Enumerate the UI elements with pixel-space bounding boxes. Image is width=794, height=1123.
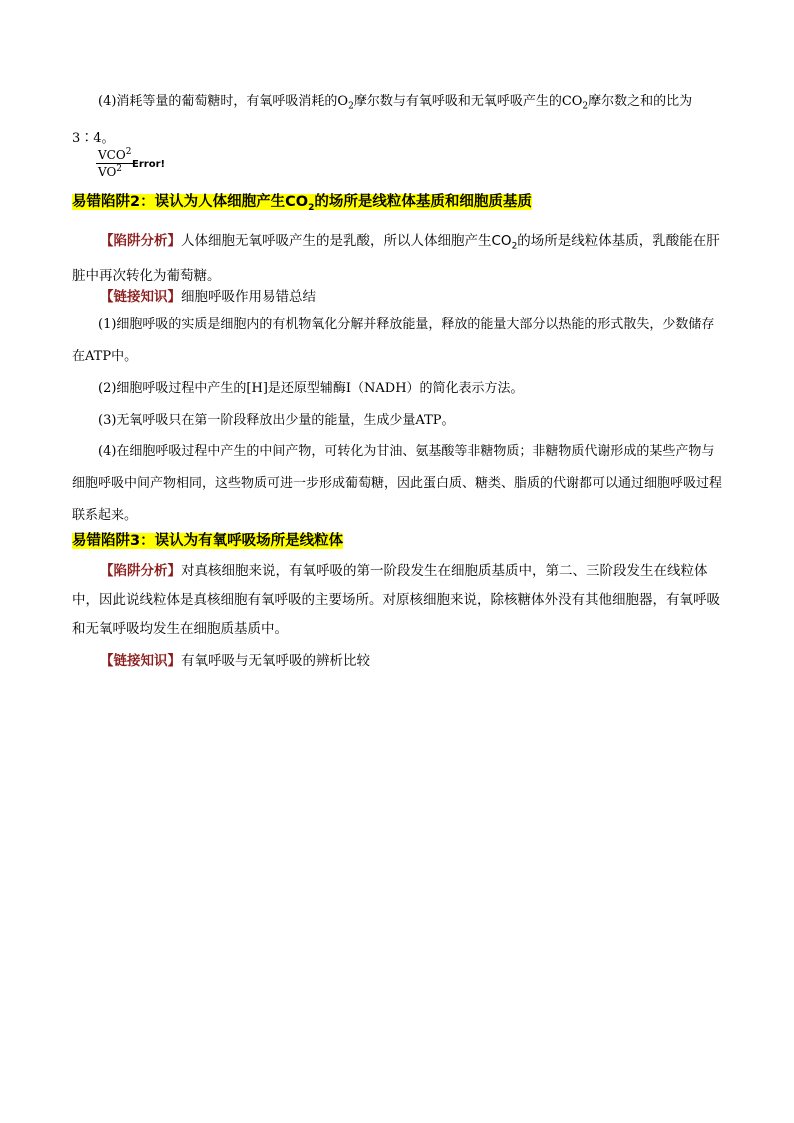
trap3-heading: 易错陷阱3：误认为有氧呼吸场所是线粒体 [72,533,344,549]
formula-denominator: $VO^2$ [98,164,123,179]
link-text: 有氧呼吸与无氧呼吸的辨析比较 [181,653,370,669]
trap3-analysis: 【陷阱分析】对真核细胞来说，有氧呼吸的第一阶段发生在细胞质基质中，第二、三阶段发生在线粒体中，因此说线粒体是真核细胞有氧呼吸的主要场所。对原核细胞来说，除核糖体外没有其他细胞器，有氧呼吸和无氧呼吸均发生在细胞质基质中。 [72,563,720,637]
trap2-analysis: 【陷阱分析】人体细胞无氧呼吸产生的是乳酸，所以人体细胞产生$CO_2$的场所是线粒体基质，乳酸能在肝脏中再次转化为葡萄糖。 [72,233,720,284]
link-label: 【链接知识】 [100,289,181,305]
trap2-heading: 易错陷阱2：误认为人体细胞产生$CO_2$的场所是线粒体基质和细胞质基质 [72,194,532,213]
co2-subscript: 2 [582,101,589,112]
formula-fraction [96,147,166,179]
trap3-link [72,647,722,676]
link-label: 【链接知识】 [100,653,181,669]
formula-numerator: VCO$^2$ [98,147,132,162]
trap2-item-2: (2)细胞呼吸过程中产生的[H]是还原型辅酶Ⅰ（NADH）的简化表示方法。 [98,381,524,396]
trap2-item-3: (3)无氧呼吸只在第一阶段释放出少量的能量，生成少量ATP。 [98,413,455,428]
trap2-item-1: (1)细胞呼吸的实质是细胞内的有机物氧化分解并释放能量，释放的能量大部分以热能的形式散失，少数储存在ATP中。 [72,317,715,364]
analysis-label: 【陷阱分析】 [100,233,181,249]
item4-text-a: (4)消耗等量的葡萄糖时，有氧呼吸消耗的O [98,94,349,109]
link-text: 细胞呼吸作用易错总结 [181,289,316,305]
analysis-label: 【陷阱分析】 [100,563,181,579]
item4-paragraph [72,86,722,155]
item4-text-b: 摩尔数与有氧呼吸和无氧呼吸产生的CO [353,94,583,109]
item4-text-c: 摩尔数之和的比为3∶4。 [72,94,693,146]
trap2-link [72,283,722,312]
formula-error-text: Error! [132,159,166,170]
o2-subscript: 2 [348,101,354,112]
trap2-item-4: (4)在细胞呼吸过程中产生的中间产物，可转化为甘油、氨基酸等非糖物质；非糖物质代谢形成的某些产物与细胞呼吸中间产物相同，这些物质可进一步形成葡萄糖，因此蛋白质、糖类、脂质的代谢都可以通过细胞呼吸过程联系起来。 [72,444,723,523]
